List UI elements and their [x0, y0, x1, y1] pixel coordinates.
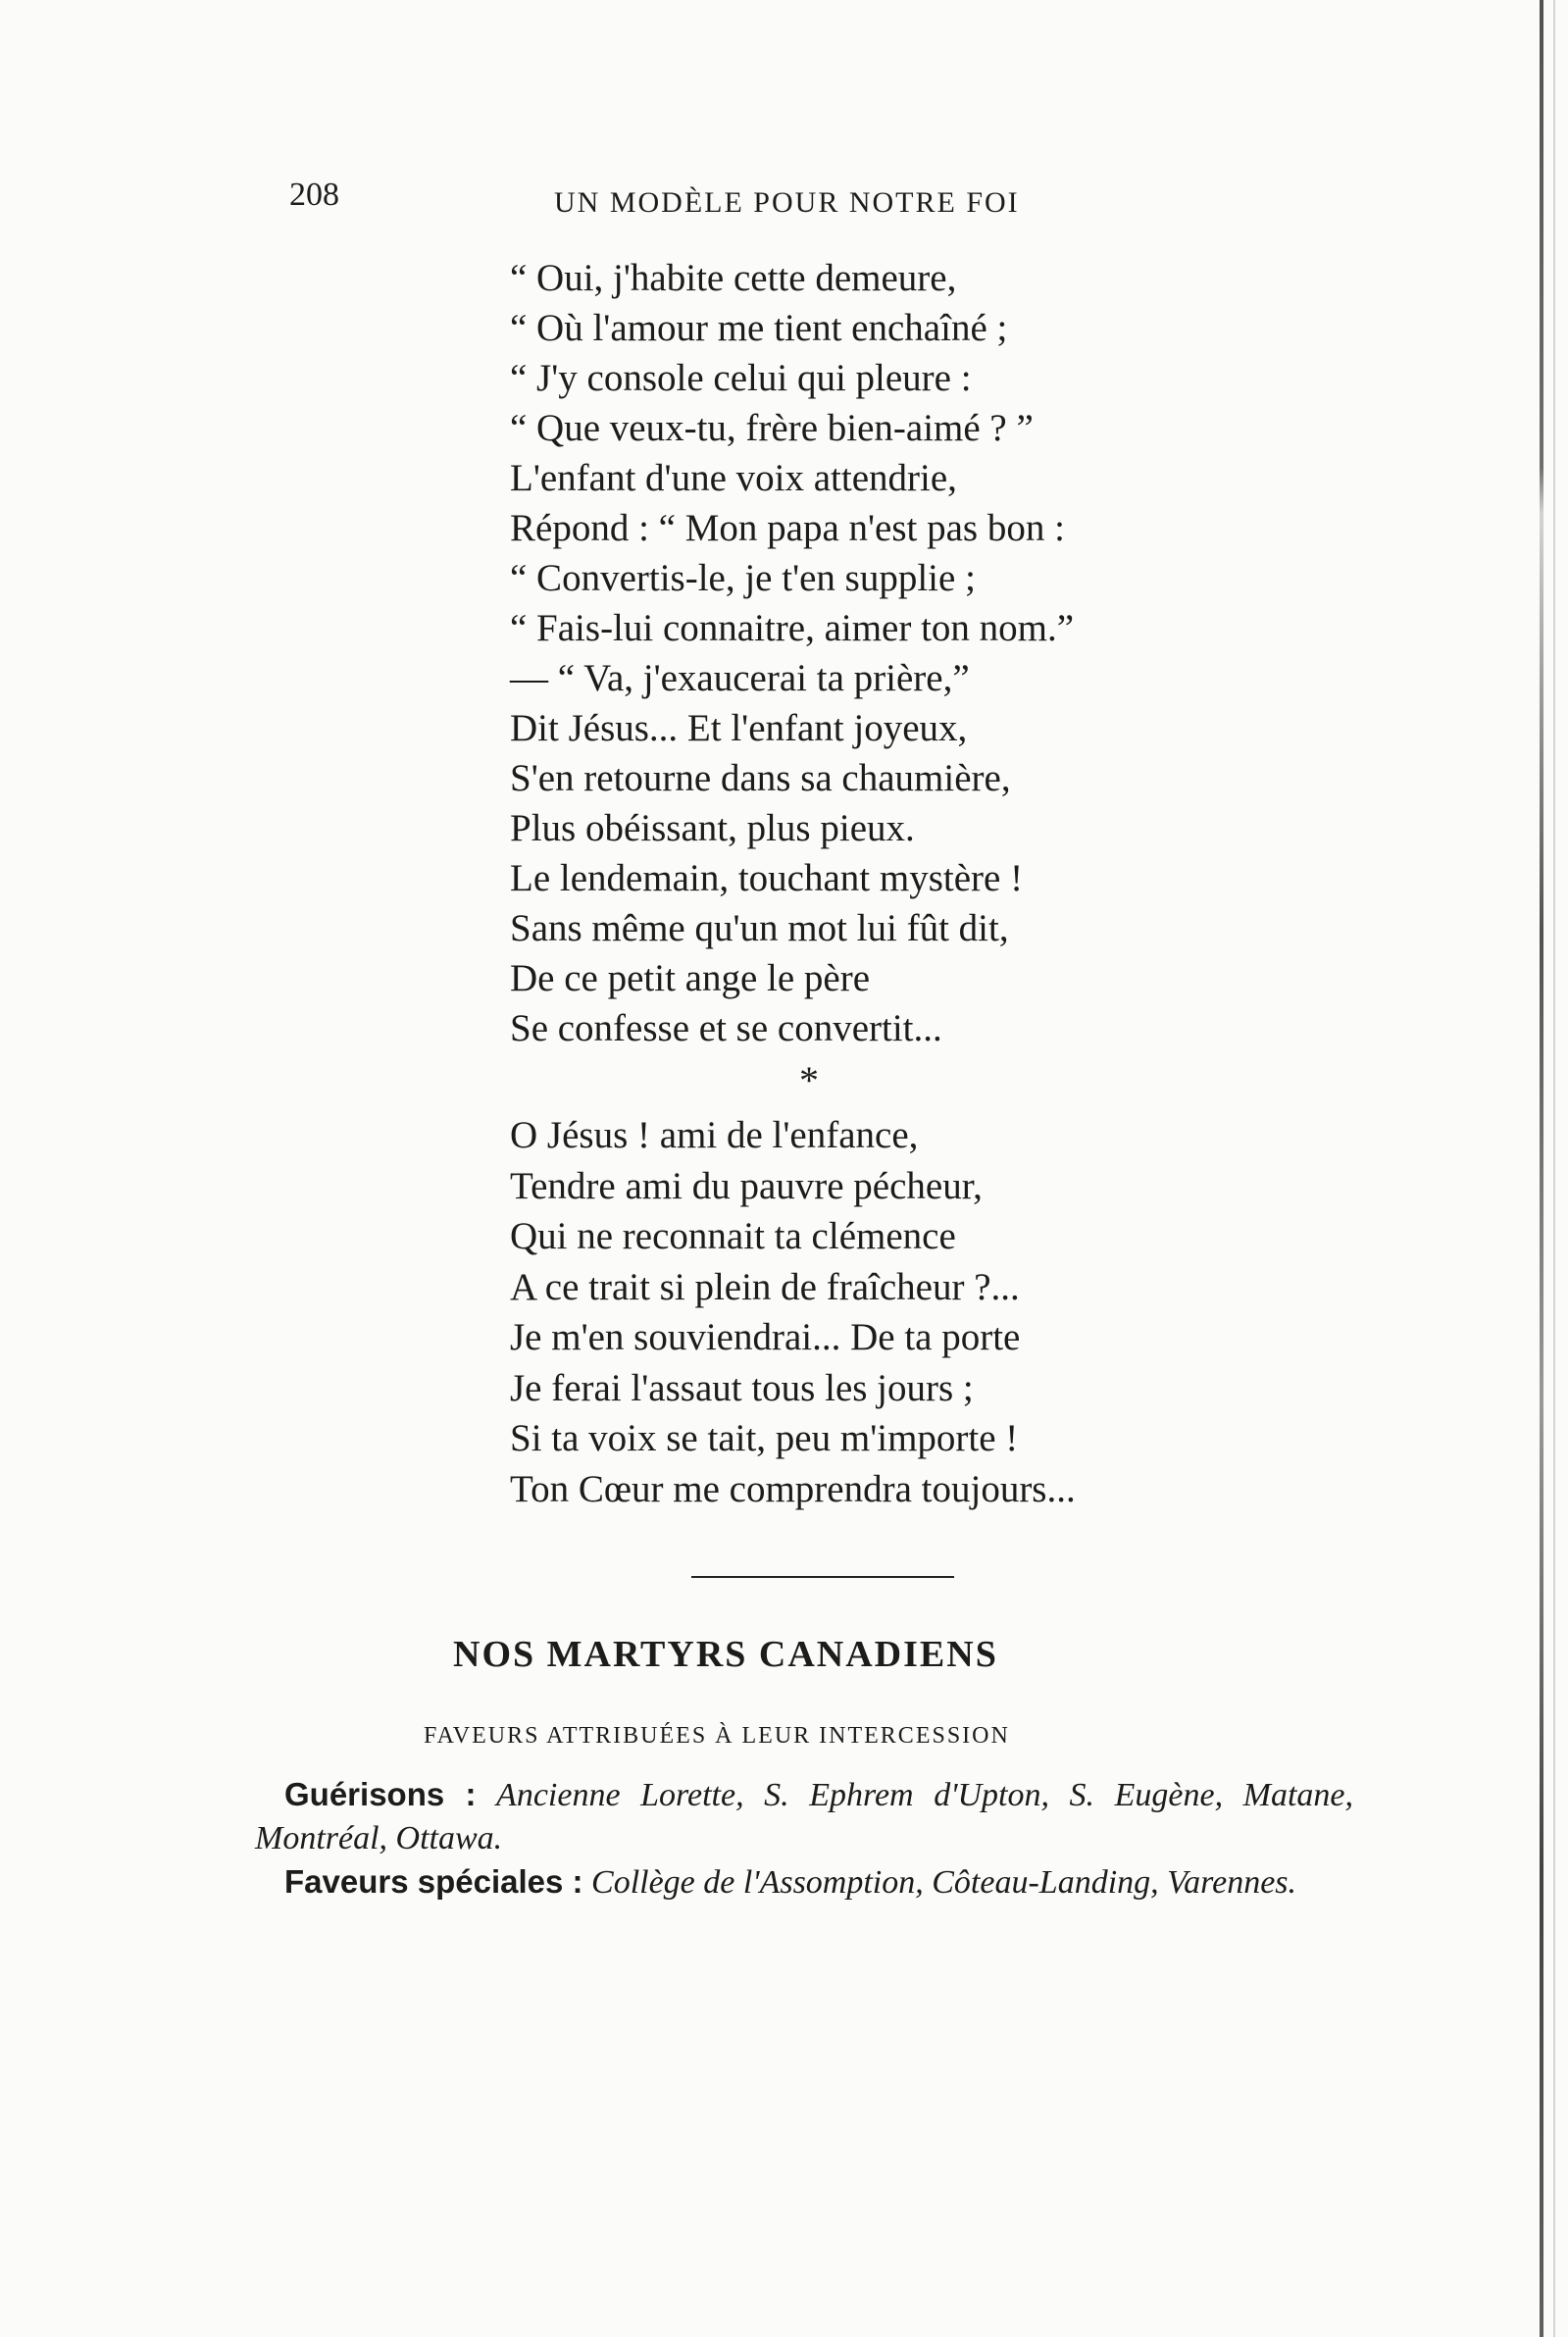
- favor-entry-special: [255, 1860, 1353, 1905]
- poem-line: “ Fais-lui connaitre, aimer ton nom.”: [510, 607, 1075, 649]
- poem-line: “ Oui, j'habite cette demeure,: [510, 257, 957, 299]
- favor-places: Ancienne Lorette, S. Ephrem d'Upton, S. Eugène, Matane, Montréal, Ottawa.: [255, 1777, 1354, 1856]
- section-subtitle: FAVEURS ATTRIBUÉES À LEUR INTERCESSION: [424, 1723, 1010, 1749]
- poem-line: “ Que veux-tu, frère bien-aimé ? ”: [510, 407, 1034, 449]
- favor-places: Collège de l'Assomption, Côteau-Landing, Varennes.: [591, 1864, 1297, 1901]
- page-edge-line: [1553, 0, 1555, 2337]
- favors-list: [255, 1773, 1353, 1905]
- poem-line: Le lendemain, touchant mystère !: [510, 857, 1024, 899]
- running-head: UN MODÈLE POUR NOTRE FOI: [554, 186, 1020, 219]
- favor-entry-healings: [255, 1773, 1353, 1860]
- poem-line: A ce trait si plein de fraîcheur ?...: [510, 1265, 1020, 1308]
- poem-line: Qui ne reconnait ta clémence: [510, 1215, 956, 1257]
- poem-line: Si ta voix se tait, peu m'importe !: [510, 1417, 1019, 1459]
- poem-line: “ J'y console celui qui pleure :: [510, 357, 972, 399]
- poem-line: Ton Cœur me comprendra toujours...: [510, 1467, 1076, 1510]
- stanza-separator: *: [799, 1058, 819, 1102]
- poem-line: S'en retourne dans sa chaumière,: [510, 757, 1011, 799]
- section-divider: [691, 1576, 954, 1578]
- poem-line: “ Convertis-le, je t'en supplie ;: [510, 557, 976, 599]
- poem-line: “ Où l'amour me tient enchaîné ;: [510, 307, 1008, 349]
- poem-line: Tendre ami du pauvre pécheur,: [510, 1164, 983, 1207]
- poem-line: Plus obéissant, plus pieux.: [510, 807, 915, 849]
- poem-stanza-2: [510, 1110, 1076, 1514]
- poem-line: Je ferai l'assaut tous les jours ;: [510, 1366, 974, 1409]
- page-number: 208: [289, 177, 339, 213]
- favor-label: Faveurs spéciales :: [284, 1863, 583, 1900]
- poem-line: Répond : “ Mon papa n'est pas bon :: [510, 507, 1065, 549]
- poem-line: — “ Va, j'exaucerai ta prière,”: [510, 657, 970, 699]
- section-title: NOS MARTYRS CANADIENS: [453, 1634, 998, 1675]
- poem-stanza-1: [510, 253, 1074, 1053]
- poem-line: Je m'en souviendrai... De ta porte: [510, 1316, 1021, 1358]
- poem-line: Sans même qu'un mot lui fût dit,: [510, 907, 1009, 949]
- poem-line: L'enfant d'une voix attendrie,: [510, 457, 957, 499]
- page-edge-shadow: [1540, 0, 1543, 2337]
- poem-line: Se confesse et se convertit...: [510, 1007, 942, 1049]
- poem-line: De ce petit ange le père: [510, 957, 871, 999]
- favor-label: Guérisons :: [284, 1776, 477, 1812]
- poem-line: Dit Jésus... Et l'enfant joyeux,: [510, 707, 968, 749]
- poem-line: O Jésus ! ami de l'enfance,: [510, 1114, 919, 1156]
